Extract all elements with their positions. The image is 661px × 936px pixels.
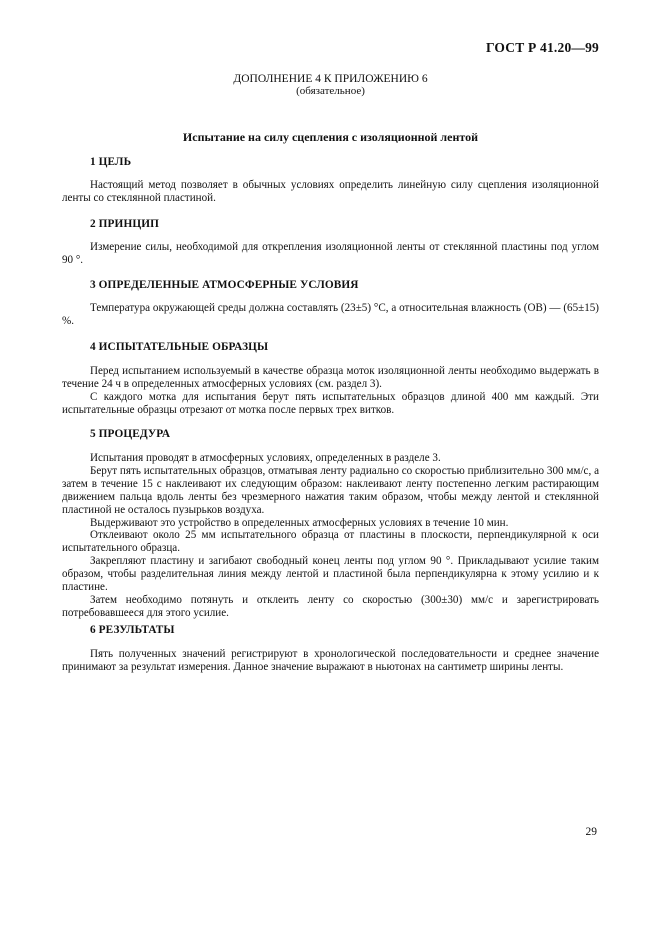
section-body-2 (62, 241, 599, 267)
section-body-1 (62, 179, 599, 205)
appendix-heading (0, 73, 661, 97)
document-code: ГОСТ Р 41.20—99 (485, 40, 599, 55)
section-body-4 (62, 365, 599, 417)
paragraph: Берут пять испытательных образцов, отматывая ленту радиально со скоростью приблизительно 300 мм/с, а затем в течение 15 с наклеивают их следующим образом: наклеивают ленту постепенно легким растирающим движением пальца вдоль ленты без чрезмерного нажатия таким образом, чтобы между лентой и стеклянной пластиной не осталось пузырьков воздуха. (62, 464, 599, 516)
paragraph: Температура окружающей среды должна составлять (23±5) °С, а относительная влажность (ОВ) — (65±15) %. (62, 302, 599, 327)
paragraph: Испытания проводят в атмосферных условиях, определенных в разделе 3. (90, 452, 441, 464)
paragraph: Перед испытанием используемый в качестве образца моток изоляционной ленты необходимо выдержать в течение 24 ч в определенных атмосферных условиях (см. раздел 3). (62, 365, 599, 390)
section-body-5 (62, 452, 599, 620)
section-body-3 (62, 302, 599, 328)
section-heading-1: 1 ЦЕЛЬ (90, 156, 132, 168)
section-heading-3: 3 ОПРЕДЕЛЕННЫЕ АТМОСФЕРНЫЕ УСЛОВИЯ (90, 279, 359, 291)
paragraph: Затем необходимо потянуть и отклеить ленту со скоростью (300±30) мм/с и зарегистрировать потребовавшееся для этого усилие. (62, 593, 599, 619)
section-heading-6: 6 РЕЗУЛЬТАТЫ (90, 624, 175, 636)
paragraph: С каждого мотка для испытания берут пять испытательных образцов длиной 400 мм каждый. Эти испытательные образцы отрезают от мотка после первых трех витков. (62, 390, 599, 416)
paragraph: Выдерживают это устройство в определенных атмосферных условиях в течение 10 мин. (90, 516, 509, 529)
section-heading-4: 4 ИСПЫТАТЕЛЬНЫЕ ОБРАЗЦЫ (90, 341, 269, 353)
section-body-6 (62, 648, 599, 674)
section-heading-5: 5 ПРОЦЕДУРА (90, 428, 171, 440)
page-number: 29 (585, 826, 597, 838)
paragraph: Закрепляют пластину и загибают свободный конец ленты под углом 90 °. Прикладывают усилие таким образом, чтобы разделительная линия между лентой и пластиной была перпендикулярна к этому усилию и к пластине. (62, 555, 599, 594)
paragraph: Пять полученных значений регистрируют в хронологической последовательности и среднее значение принимают за результат измерения. Данное значение выражают в ньютонах на сантиметр ширины ленты. (62, 648, 599, 673)
main-title: Испытание на силу сцепления с изоляционной лентой (182, 130, 479, 144)
section-heading-2: 2 ПРИНЦИП (90, 218, 159, 230)
appendix-title: ДОПОЛНЕНИЕ 4 К ПРИЛОЖЕНИЮ 6 (233, 73, 428, 85)
paragraph: Отклеивают около 25 мм испытательного образца от пластины в плоскости, перпендикулярной к оси испытательного образца. (62, 529, 599, 555)
paragraph: Настоящий метод позволяет в обычных условиях определить линейную силу сцепления изоляционной ленты со стеклянной пластиной. (62, 179, 599, 204)
appendix-subtitle: (обязательное) (296, 85, 365, 97)
paragraph: Измерение силы, необходимой для открепления изоляционной ленты от стеклянной пластины под углом 90 °. (62, 241, 599, 266)
